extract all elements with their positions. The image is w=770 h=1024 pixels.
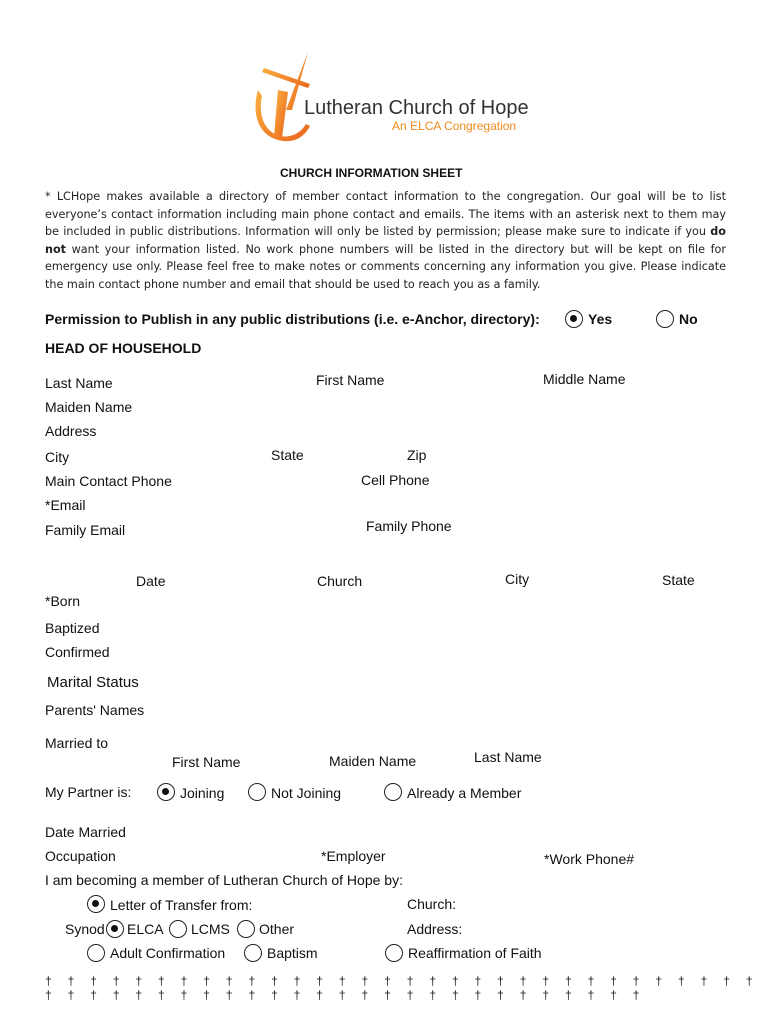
partner-label: My Partner is:: [45, 784, 132, 800]
synod-elca-radio[interactable]: [106, 920, 124, 938]
baptism-label: Baptism: [267, 945, 318, 961]
married-to-label: Married to: [45, 735, 109, 751]
letter-of-transfer-radio[interactable]: [87, 895, 105, 913]
employer-label: *Employer: [321, 848, 386, 864]
intro-paragraph: * LCHope makes available a directory of member contact information to the congregation. Our goal will be to list everyone’s contact information including main phone contact and emails. The items with an asterisk next to them may be included in public distributions. Information will only be listed by permission; please make sure to indicate if you do not want your information listed. No work phone numbers will be listed in the directory but will be kept on file for emergency use only. Please feel free to make notes or comments concerning any information you give. Please indicate the main contact phone number and email that should be used to reach you as a family.: [45, 190, 726, 291]
last-name-label: Last Name: [45, 375, 113, 391]
confirmed-label: Confirmed: [45, 644, 110, 660]
partner-joining-radio[interactable]: [157, 783, 175, 801]
synod-other-label: Other: [259, 921, 295, 937]
baptized-label: Baptized: [45, 620, 100, 636]
page-title: CHURCH INFORMATION SHEET: [280, 166, 463, 180]
state-label: State: [271, 447, 304, 463]
synod-elca-label: ELCA: [127, 921, 164, 937]
synod-lcms-label: LCMS: [191, 921, 230, 937]
city-column-label: City: [505, 571, 530, 587]
occupation-label: Occupation: [45, 848, 116, 864]
main-phone-label: Main Contact Phone: [45, 473, 172, 489]
born-label: *Born: [45, 593, 81, 609]
synod-lcms-radio[interactable]: [169, 920, 187, 938]
family-email-label: Family Email: [45, 522, 126, 538]
adult-confirmation-label: Adult Confirmation: [110, 945, 226, 961]
reaffirmation-radio[interactable]: [385, 944, 403, 962]
spouse-first-name-label: First Name: [172, 754, 241, 770]
cross-divider: † † † † † † † † † † † † † † † † † † † † † † † † † † † † † † † † † † † † † † † † † † † † † † † † † † † † † † † † † † †: [45, 974, 759, 1002]
church-name: Lutheran Church of Hope: [304, 97, 529, 119]
synod-label: Synod: [65, 921, 105, 937]
city-label: City: [45, 449, 70, 465]
partner-not-joining-label: Not Joining: [271, 785, 342, 801]
spouse-maiden-name-label: Maiden Name: [329, 753, 417, 769]
spouse-last-name-label: Last Name: [474, 749, 542, 765]
cell-phone-label: Cell Phone: [361, 472, 430, 488]
state-column-label: State: [662, 572, 695, 588]
transfer-address-label: Address:: [407, 921, 463, 937]
first-name-label: First Name: [316, 372, 385, 388]
adult-confirmation-radio[interactable]: [87, 944, 105, 962]
parents-names-label: Parents' Names: [45, 702, 145, 718]
address-label: Address: [45, 423, 97, 439]
permission-yes-radio[interactable]: [565, 310, 583, 328]
date-column-label: Date: [136, 573, 166, 589]
partner-already-member-label: Already a Member: [407, 785, 522, 801]
permission-no-label: No: [679, 311, 698, 327]
reaffirmation-label: Reaffirmation of Faith: [408, 945, 542, 961]
permission-yes-label: Yes: [588, 311, 613, 327]
membership-method-label: I am becoming a member of Lutheran Church of Hope by:: [45, 872, 403, 888]
partner-already-member-radio[interactable]: [384, 783, 402, 801]
date-married-label: Date Married: [45, 824, 126, 840]
work-phone-label: *Work Phone#: [544, 851, 635, 867]
church-subtitle: An ELCA Congregation: [392, 119, 517, 133]
permission-no-radio[interactable]: [656, 310, 674, 328]
church-column-label: Church: [317, 573, 363, 589]
marital-status-heading: Marital Status: [47, 674, 139, 691]
head-of-household-heading: HEAD OF HOUSEHOLD: [45, 340, 202, 356]
middle-name-label: Middle Name: [543, 371, 626, 387]
transfer-church-label: Church:: [407, 896, 457, 912]
family-phone-label: Family Phone: [366, 518, 452, 534]
zip-label: Zip: [407, 447, 427, 463]
maiden-name-label: Maiden Name: [45, 399, 133, 415]
partner-not-joining-radio[interactable]: [248, 783, 266, 801]
letter-of-transfer-label: Letter of Transfer from:: [110, 897, 253, 913]
email-label: *Email: [45, 497, 86, 513]
baptism-radio[interactable]: [244, 944, 262, 962]
permission-label: Permission to Publish in any public distributions (i.e. e-Anchor, directory):: [45, 311, 540, 327]
synod-other-radio[interactable]: [237, 920, 255, 938]
partner-joining-label: Joining: [180, 785, 225, 801]
